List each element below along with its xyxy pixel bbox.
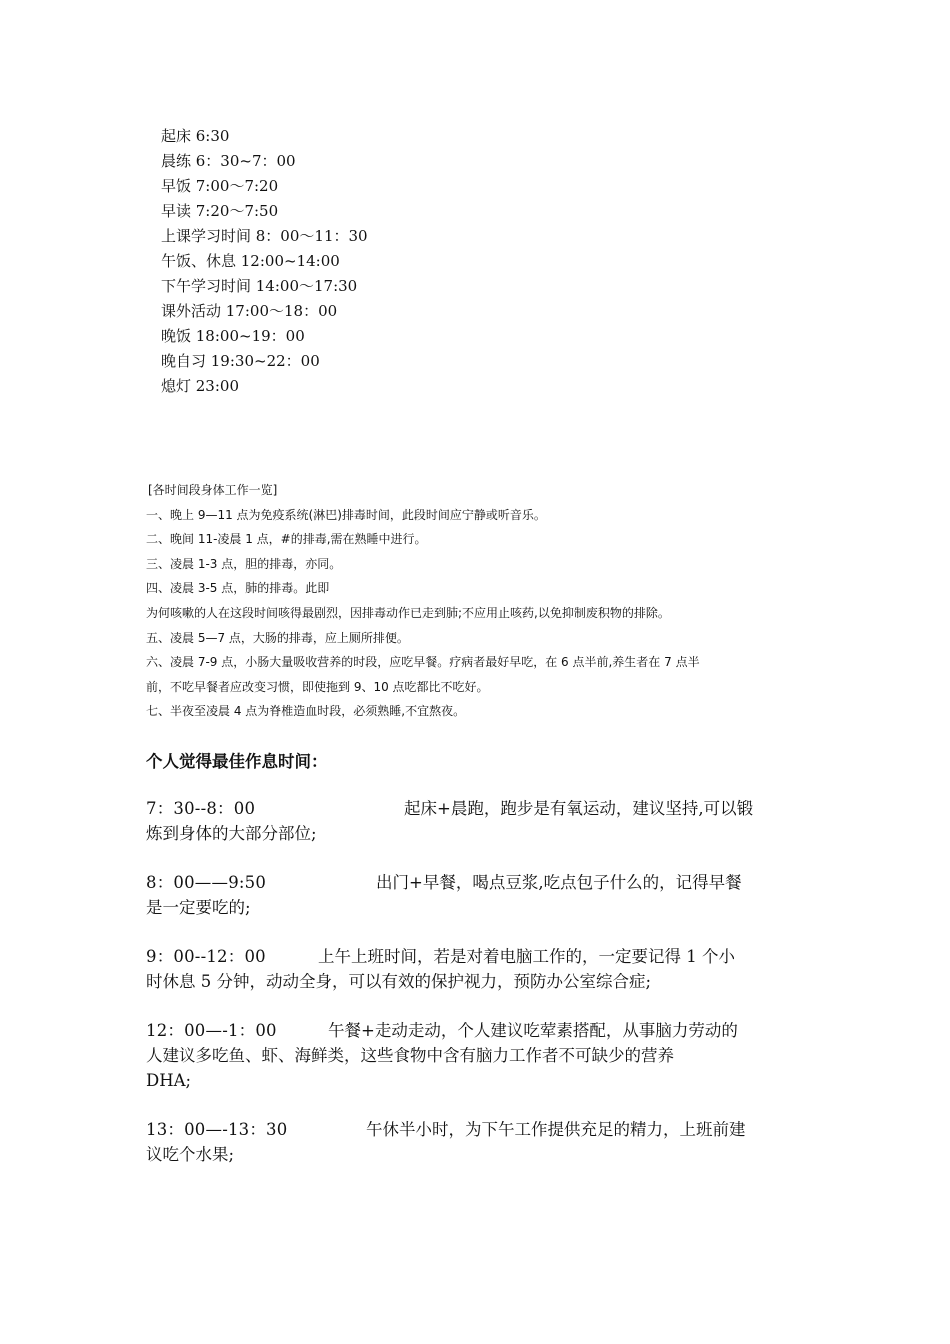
organ-section-heading: [各时间段身体工作一览]	[148, 483, 278, 497]
entry-first-line	[146, 796, 808, 821]
schedule-item: 起床 6:30	[161, 127, 230, 145]
schedule-item: 早饭 7:00～7:20	[161, 177, 279, 195]
schedule-item: 午饭、休息 12:00~14:00	[161, 252, 340, 270]
best-schedule-entry	[146, 870, 808, 920]
entry-description: 出门+早餐，喝点豆浆,吃点包子什么的，记得早餐	[376, 873, 742, 892]
entry-time: 12：00—-1：00	[146, 1021, 277, 1040]
entry-continuation: 炼到身体的大部分部位;	[146, 824, 317, 843]
daily-schedule-list	[161, 124, 368, 399]
entry-first-line	[146, 870, 808, 895]
organ-line: 四、凌晨 3-5 点，肺的排毒。此即	[146, 581, 330, 596]
best-schedule-title: 个人觉得最佳作息时间：	[146, 752, 328, 771]
organ-line: 七、半夜至凌晨 4 点为脊椎造血时段，必须熟睡,不宜熬夜。	[146, 704, 466, 719]
entry-time: 13：00—-13：30	[146, 1120, 288, 1139]
entry-continuation: 人建议多吃鱼、虾、海鲜类，这些食物中含有脑力工作者不可缺少的营养	[146, 1046, 674, 1065]
entry-time: 8：00——9:50	[146, 873, 267, 892]
schedule-item: 晨练 6：30~7：00	[161, 152, 296, 170]
schedule-item: 下午学习时间 14:00～17:30	[161, 277, 358, 295]
schedule-item: 熄灯 23:00	[161, 377, 239, 395]
entry-description: 午休半小时，为下午工作提供充足的精力，上班前建	[366, 1120, 746, 1139]
entry-first-line	[146, 1117, 808, 1142]
entry-description: 午餐+走动走动，个人建议吃荤素搭配，从事脑力劳动的	[328, 1021, 738, 1040]
organ-line: 五、凌晨 5—7 点，大肠的排毒，应上厕所排便。	[146, 630, 409, 645]
entry-description: 上午上班时间，若是对着电脑工作的，一定要记得 1 个小	[318, 947, 735, 966]
organ-line: 三、凌晨 1-3 点，胆的排毒，亦同。	[146, 556, 342, 571]
entry-time: 7：30--8：00	[146, 799, 256, 818]
organ-line: 为何咳嗽的人在这段时间咳得最剧烈，因排毒动作已走到肺;不应用止咳药,以免抑制废积物的排除。	[146, 605, 670, 620]
entry-continuation: DHA;	[146, 1071, 192, 1090]
entry-first-line	[146, 944, 808, 969]
best-schedule-entry	[146, 1117, 808, 1167]
entry-continuation: 议吃个水果;	[146, 1145, 235, 1164]
entry-time: 9：00--12：00	[146, 947, 266, 966]
organ-line: 六、凌晨 7-9 点，小肠大量吸收营养的时段，应吃早餐。疗病者最好早吃，在 6 点半前,养生者在 7 点半	[146, 655, 700, 670]
organ-detox-section	[146, 478, 826, 724]
organ-line: 二、晚间 11-凌晨 1 点，#的排毒,需在熟睡中进行。	[146, 532, 427, 547]
schedule-item: 晚自习 19:30~22：00	[161, 352, 320, 370]
entry-first-line	[146, 1018, 808, 1043]
entry-description: 起床+晨跑，跑步是有氧运动，建议坚持,可以锻	[404, 799, 754, 818]
schedule-item: 晚饭 18:00~19：00	[161, 327, 305, 345]
organ-line: 一、晚上 9—11 点为免疫系统(淋巴)排毒时间，此段时间应宁静或听音乐。	[146, 507, 546, 522]
schedule-item: 课外活动 17:00～18：00	[161, 302, 338, 320]
best-schedule-entry	[146, 1018, 808, 1093]
entry-continuation: 是一定要吃的;	[146, 898, 251, 917]
entry-continuation: 时休息 5 分钟，动动全身，可以有效的保护视力，预防办公室综合症;	[146, 972, 652, 991]
schedule-item: 早读 7:20～7:50	[161, 202, 279, 220]
schedule-item: 上课学习时间 8：00～11：30	[161, 227, 368, 245]
best-schedule-entry	[146, 944, 808, 994]
best-schedule-section	[146, 796, 808, 1191]
best-schedule-entry	[146, 796, 808, 846]
organ-line: 前，不吃早餐者应改变习惯，即使拖到 9、10 点吃都比不吃好。	[146, 679, 489, 694]
